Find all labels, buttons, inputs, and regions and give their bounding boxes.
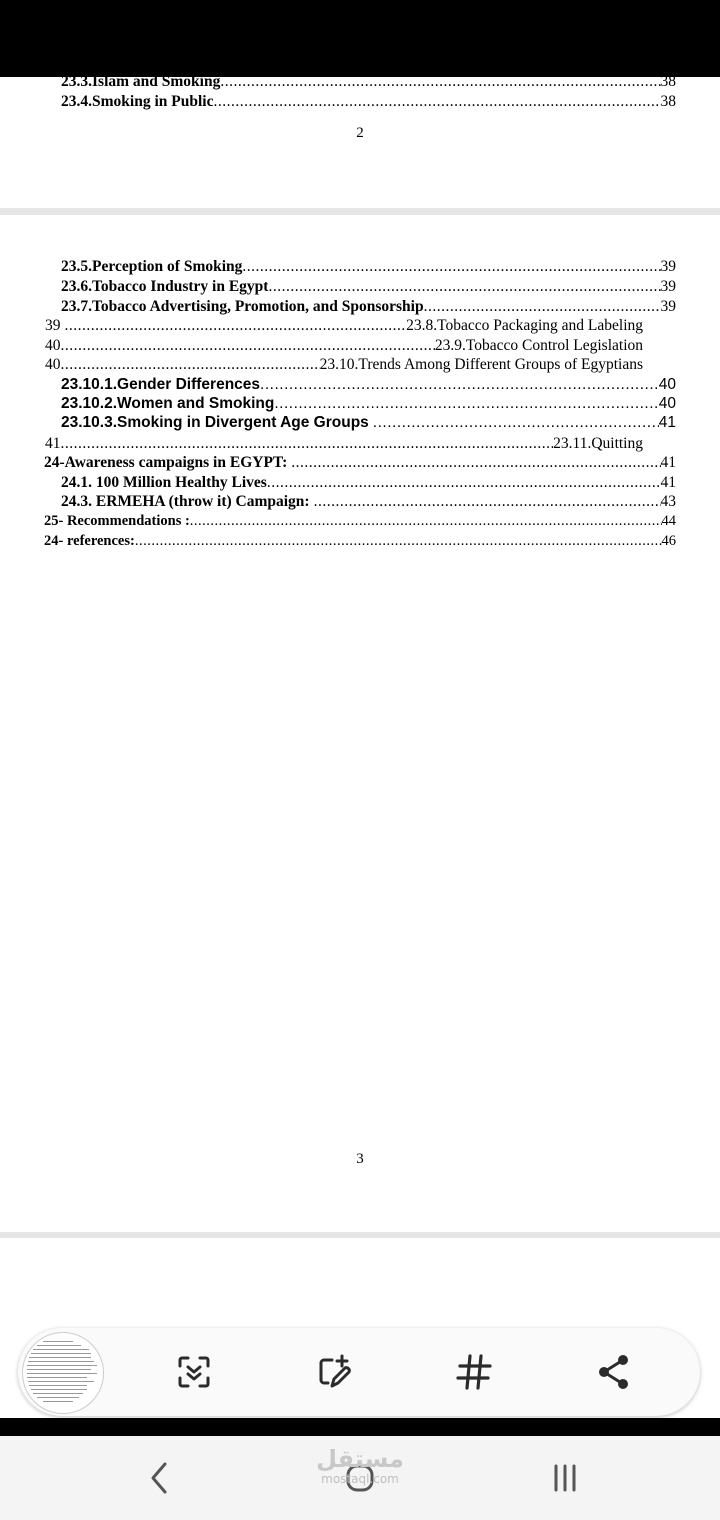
page-number: 2 [356, 125, 364, 141]
toc-entry[interactable]: 23.10.3.Smoking in Divergent Age Groups ..... 41 [61, 413, 676, 433]
toc-entry[interactable]: 23.10.2.Women and Smoking ..... 40 [61, 394, 676, 414]
screenshot-thumbnail[interactable] [22, 1332, 104, 1414]
toolbar-background [0, 1418, 720, 1436]
toc-entry[interactable]: 40 ..... 23.9.Tobacco Control Legislation [45, 336, 643, 356]
document-page-2 [0, 73, 720, 208]
toc-entry[interactable]: 24- references: ..... 46 [44, 531, 676, 551]
document-page-3 [0, 215, 720, 1232]
scroll-capture-icon [174, 1352, 214, 1392]
toc-entry[interactable]: 23.3.Islam and Smoking ..... 38 [61, 72, 676, 92]
share-icon [594, 1352, 634, 1392]
hashtag-icon [454, 1352, 494, 1392]
page-separator [0, 208, 720, 215]
toc-entry[interactable]: 23.4.Smoking in Public ..... 38 [61, 92, 676, 112]
toc-entry[interactable]: 24-Awareness campaigns in EGYPT: ..... 41 [44, 453, 676, 473]
watermark-logo: مستقل mostaql.com [316, 1445, 404, 1486]
page-number: 3 [356, 1151, 364, 1167]
toc-entry[interactable]: 23.10.1.Gender Differences ..... 40 [61, 375, 676, 395]
draw-edit-icon [314, 1352, 354, 1392]
toc-entry[interactable]: 40 ..... 23.10.Trends Among Different Groups of Egyptians [45, 355, 643, 375]
recents-button[interactable] [540, 1456, 590, 1500]
draw-edit-button[interactable] [312, 1350, 356, 1394]
toc-entry[interactable]: 23.7.Tobacco Advertising, Promotion, and Sponsorship ..... 39 [61, 297, 676, 317]
toc-entry[interactable]: 39 ..... 23.8.Tobacco Packaging and Labeling [45, 316, 643, 336]
screenshot-toolbar [18, 1328, 700, 1416]
status-bar [0, 0, 720, 77]
toc-entry[interactable]: 41 ..... 23.11.Quitting [45, 434, 643, 454]
share-button[interactable] [592, 1350, 636, 1394]
back-button[interactable] [135, 1456, 185, 1500]
toc-entry[interactable]: 23.5.Perception of Smoking ..... 39 [61, 257, 676, 277]
toc-entry[interactable]: 23.6.Tobacco Industry in Egypt ..... 39 [61, 277, 676, 297]
navigation-bar [0, 1436, 720, 1520]
toc-entry[interactable]: 25- Recommendations : ..... 44 [44, 511, 676, 531]
hashtag-button[interactable] [452, 1350, 496, 1394]
back-icon [145, 1460, 175, 1496]
recents-icon [547, 1460, 583, 1496]
toc-entry[interactable]: 24.3. ERMEHA (throw it) Campaign: ..... 43 [61, 492, 676, 512]
toc-entry[interactable]: 24.1. 100 Million Healthy Lives ..... 41 [61, 473, 676, 493]
scroll-capture-button[interactable] [172, 1350, 216, 1394]
